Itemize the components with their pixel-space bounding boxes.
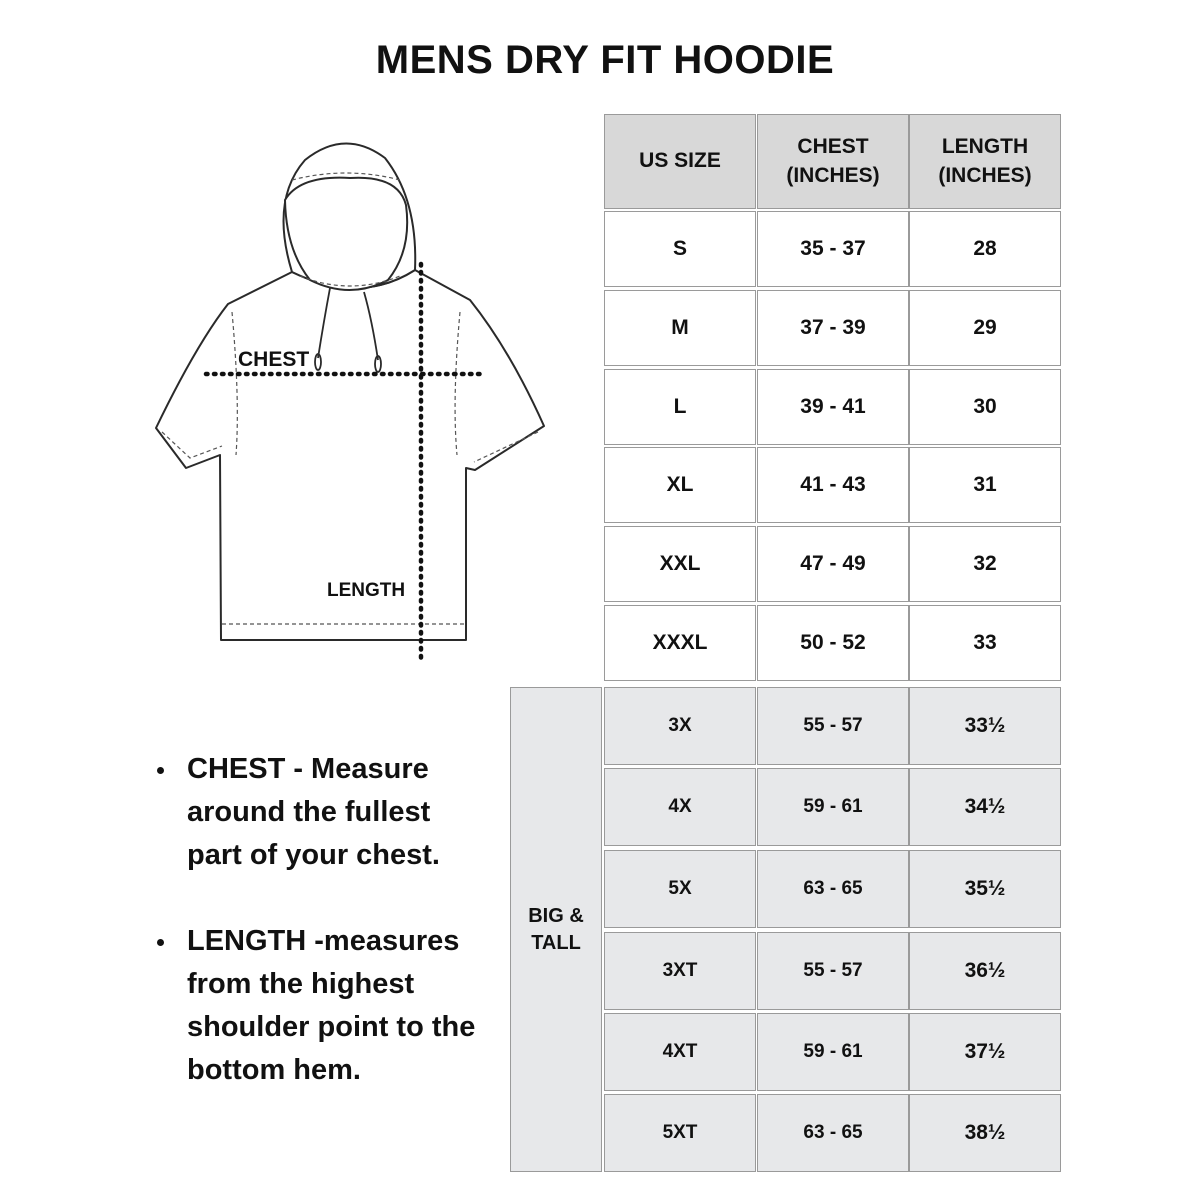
chest-cell-xxxl: 50 - 52 xyxy=(757,605,909,681)
chest-cell-m: 37 - 39 xyxy=(757,290,909,366)
length-cell-xxl: 32 xyxy=(909,526,1061,602)
chest-cell-xl: 41 - 43 xyxy=(757,447,909,523)
length-cell-xxxl: 33 xyxy=(909,605,1061,681)
size-cell-3x: 3X xyxy=(604,687,756,765)
big-tall-group-label: BIG & TALL xyxy=(510,687,602,1172)
size-cell-xxl: XXL xyxy=(604,526,756,602)
chest-cell-5x: 63 - 65 xyxy=(757,850,909,928)
chest-instruction: CHEST - Measure around the fullest part of your chest. xyxy=(152,748,492,877)
hoodie-diagram xyxy=(140,130,560,670)
page-title: MENS DRY FIT HOODIE xyxy=(375,38,835,82)
length-cell-s: 28 xyxy=(909,211,1061,287)
length-label: LENGTH xyxy=(327,580,406,601)
chest-cell-l: 39 - 41 xyxy=(757,369,909,445)
length-cell-3x: 33½ xyxy=(909,687,1061,765)
size-cell-4x: 4X xyxy=(604,768,756,846)
length-cell-m: 29 xyxy=(909,290,1061,366)
length-cell-4xt: 37½ xyxy=(909,1013,1061,1091)
size-cell-s: S xyxy=(604,211,756,287)
length-cell-l: 30 xyxy=(909,369,1061,445)
size-cell-xxxl: XXXL xyxy=(604,605,756,681)
size-cell-5x: 5X xyxy=(604,850,756,928)
length-cell-5xt: 38½ xyxy=(909,1094,1061,1172)
chest-cell-3x: 55 - 57 xyxy=(757,687,909,765)
length-instruction: LENGTH -measures from the highest shoulder point to the bottom hem. xyxy=(152,920,492,1092)
hoodie-outline-icon xyxy=(156,143,544,640)
chest-cell-4x: 59 - 61 xyxy=(757,768,909,846)
chest-cell-s: 35 - 37 xyxy=(757,211,909,287)
header-length: LENGTH (INCHES) xyxy=(909,114,1061,209)
chest-cell-5xt: 63 - 65 xyxy=(757,1094,909,1172)
size-cell-3xt: 3XT xyxy=(604,932,756,1010)
chest-cell-xxl: 47 - 49 xyxy=(757,526,909,602)
measurement-instructions xyxy=(152,748,492,1135)
chest-label: CHEST xyxy=(238,348,310,371)
chest-cell-4xt: 59 - 61 xyxy=(757,1013,909,1091)
size-cell-4xt: 4XT xyxy=(604,1013,756,1091)
size-cell-m: M xyxy=(604,290,756,366)
header-chest: CHEST (INCHES) xyxy=(757,114,909,209)
chest-cell-3xt: 55 - 57 xyxy=(757,932,909,1010)
length-cell-4x: 34½ xyxy=(909,768,1061,846)
header-us-size: US SIZE xyxy=(604,114,756,209)
size-cell-l: L xyxy=(604,369,756,445)
size-cell-xl: XL xyxy=(604,447,756,523)
size-cell-5xt: 5XT xyxy=(604,1094,756,1172)
length-cell-5x: 35½ xyxy=(909,850,1061,928)
length-cell-xl: 31 xyxy=(909,447,1061,523)
length-cell-3xt: 36½ xyxy=(909,932,1061,1010)
